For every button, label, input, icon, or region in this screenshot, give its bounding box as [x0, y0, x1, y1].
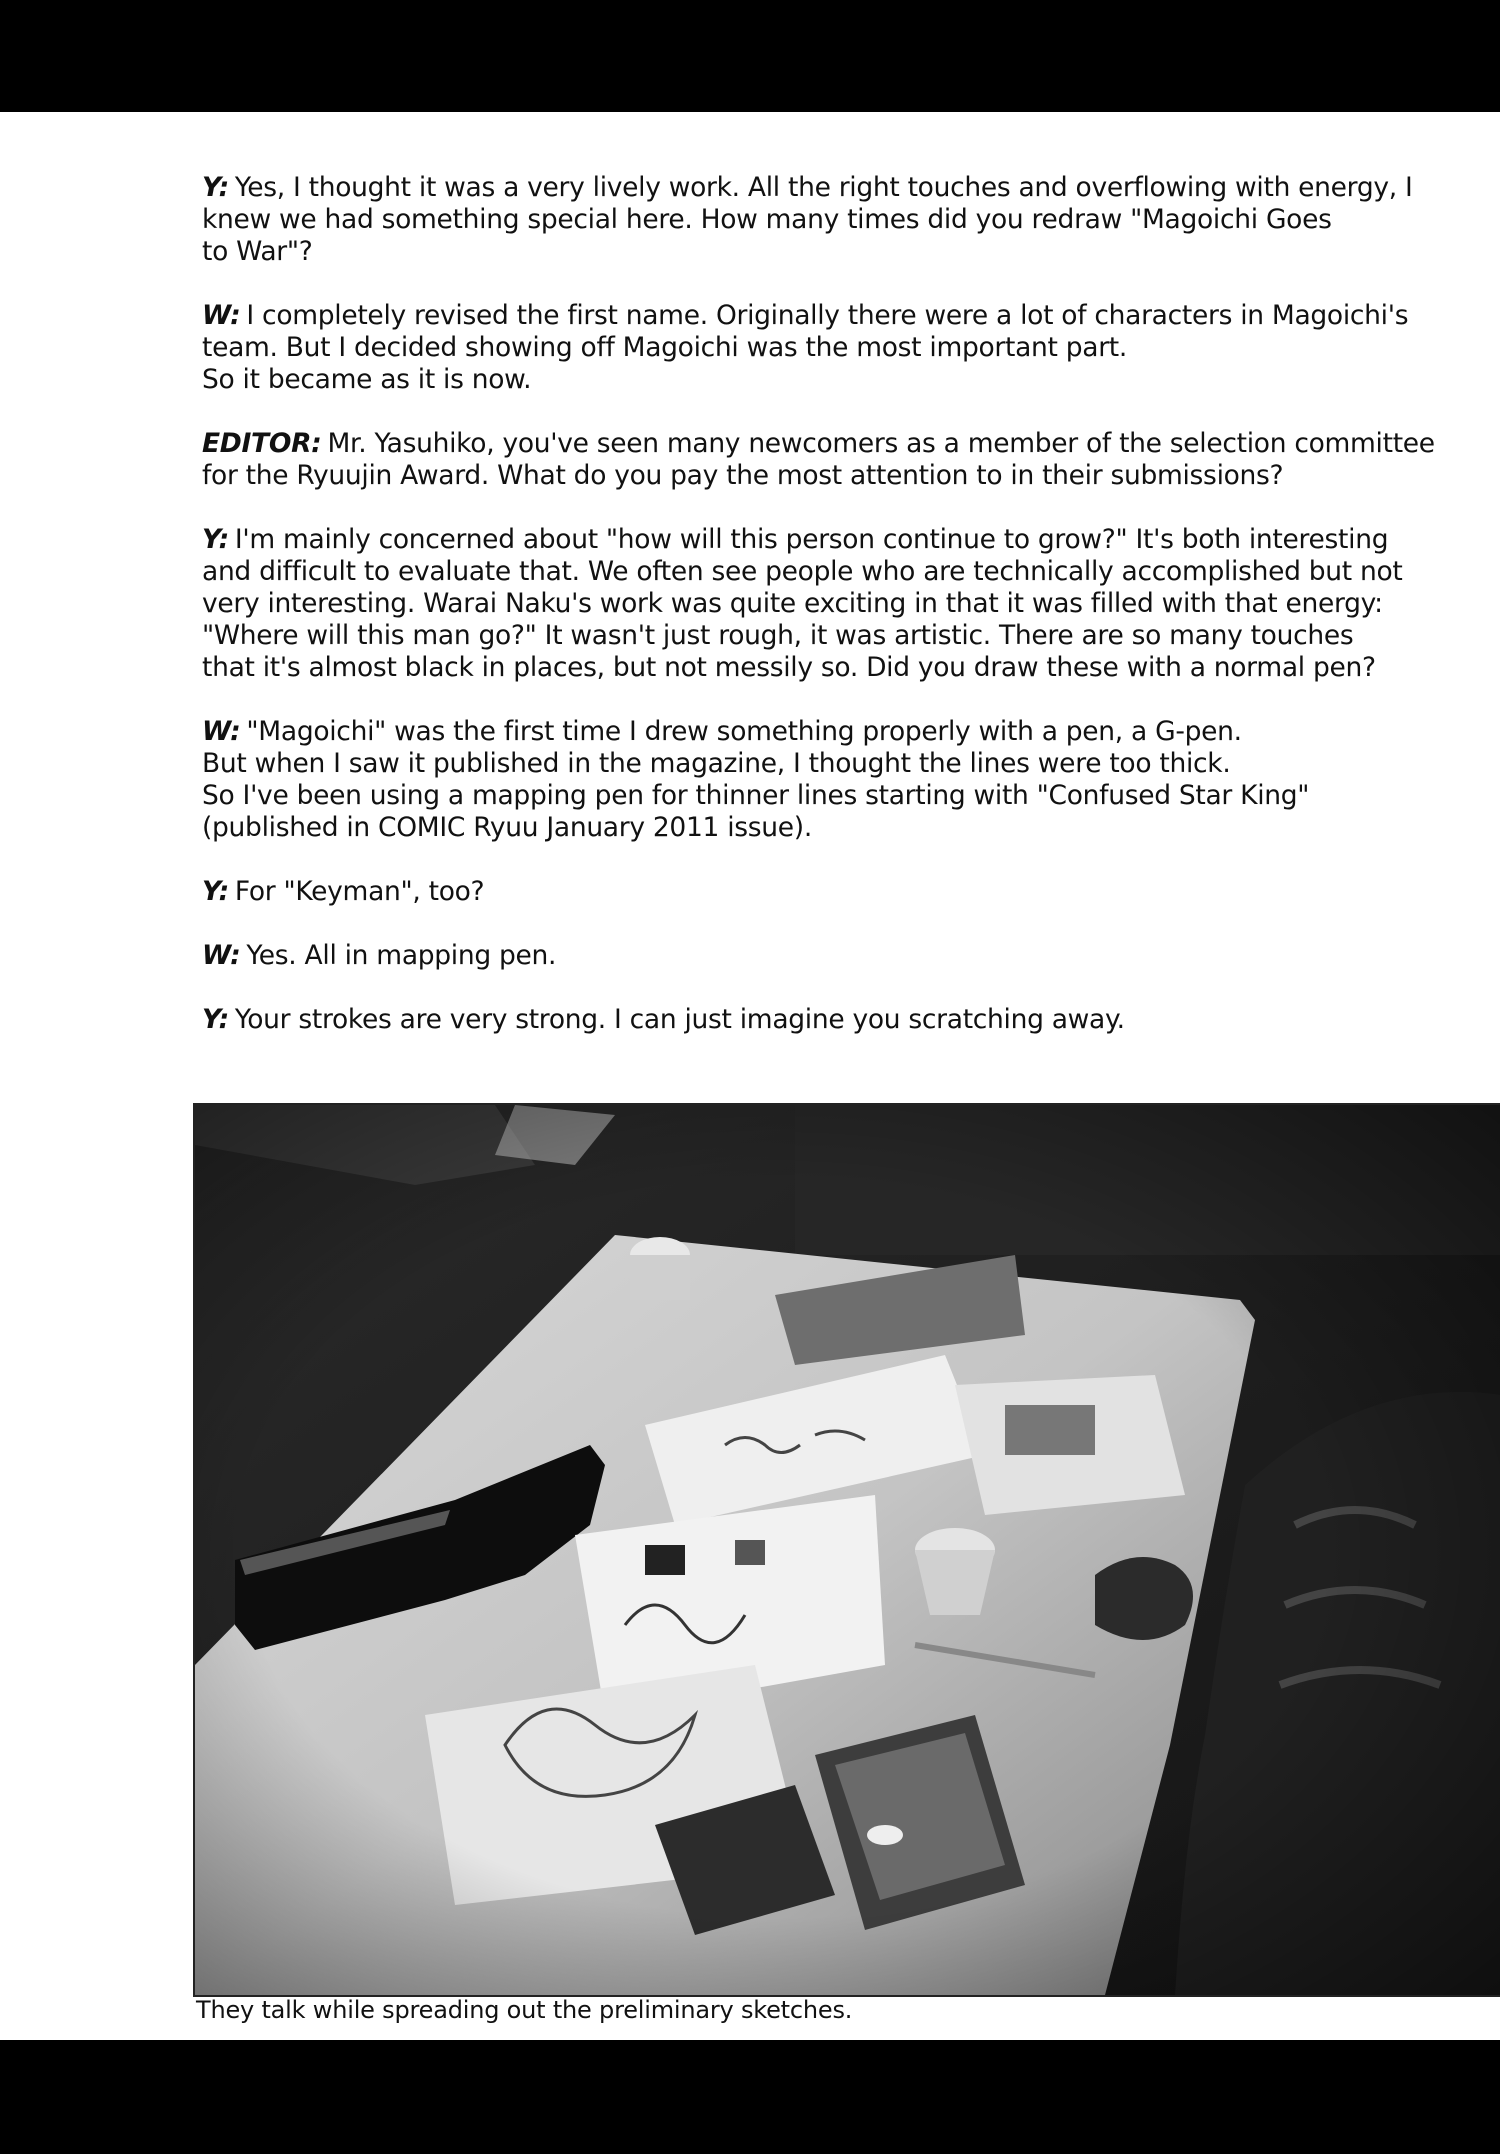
exchange-8 — [202, 1004, 1382, 1036]
line-text: and difficult to evaluate that. We often see people who are technically accomplished but not — [202, 556, 1403, 587]
exchange-4 — [202, 524, 1403, 684]
exchange-3 — [202, 428, 1435, 492]
line-text: Yes. All in mapping pen. — [246, 940, 557, 971]
exchange-7 — [202, 940, 1382, 972]
speaker-label: Y: — [202, 524, 229, 555]
speaker-label: Y: — [202, 1004, 229, 1035]
line-text: "Magoichi" was the first time I drew something properly with a pen, a G-pen. — [246, 716, 1242, 747]
line-text: "Where will this man go?" It wasn't just rough, it was artistic. There are so many touches — [202, 620, 1354, 651]
line-text: (published in COMIC Ryuu January 2011 issue). — [202, 812, 812, 843]
exchange-line — [202, 1004, 1382, 1036]
photo-illustration — [195, 1105, 1500, 1995]
exchange-line — [202, 876, 1382, 908]
exchange-line — [202, 172, 1413, 204]
speaker-label: W: — [202, 300, 241, 331]
speaker-label: W: — [202, 940, 241, 971]
exchange-line — [202, 428, 1435, 460]
exchange-line — [202, 940, 1382, 972]
exchange-line — [202, 524, 1389, 556]
line-text: that it's almost black in places, but not messily so. Did you draw these with a normal pen? — [202, 652, 1376, 683]
line-text: to War"? — [202, 236, 313, 267]
line-text: But when I saw it published in the magazine, I thought the lines were too thick. — [202, 748, 1231, 779]
line-text: So it became as it is now. — [202, 364, 532, 395]
speaker-label: EDITOR: — [202, 428, 322, 459]
line-text: So I've been using a mapping pen for thinner lines starting with "Confused Star King" — [202, 780, 1310, 811]
exchange-2 — [202, 300, 1409, 396]
line-text: for the Ryuujin Award. What do you pay the most attention to in their submissions? — [202, 460, 1284, 491]
line-text: knew we had something special here. How many times did you redraw "Magoichi Goes — [202, 204, 1332, 235]
page — [0, 112, 1500, 2040]
line-text: Yes, I thought it was a very lively work. All the right touches and overflowing with energy, I — [234, 172, 1413, 203]
line-text: team. But I decided showing off Magoichi was the most important part. — [202, 332, 1128, 363]
photo-caption: They talk while spreading out the preliminary sketches. — [196, 1996, 853, 2024]
speaker-label: W: — [202, 716, 241, 747]
interview-text — [202, 172, 1435, 1068]
speaker-label: Y: — [202, 172, 229, 203]
bottom-black-bar — [0, 2040, 1500, 2154]
line-text: Your strokes are very strong. I can just imagine you scratching away. — [234, 1004, 1125, 1035]
exchange-6 — [202, 876, 1382, 908]
line-text: I completely revised the first name. Originally there were a lot of characters in Magoichi's — [246, 300, 1409, 331]
line-text: very interesting. Warai Naku's work was quite exciting in that it was filled with that energy: — [202, 588, 1383, 619]
line-text: Mr. Yasuhiko, you've seen many newcomers as a member of the selection committee — [327, 428, 1435, 459]
top-black-bar — [0, 0, 1500, 112]
photo-sketches-on-table — [193, 1103, 1500, 1997]
exchange-1 — [202, 172, 1413, 268]
line-text: I'm mainly concerned about "how will this person continue to grow?" It's both interesting — [234, 524, 1389, 555]
exchange-line — [202, 300, 1409, 332]
exchange-line — [202, 716, 1382, 748]
line-text: For "Keyman", too? — [234, 876, 485, 907]
exchange-5 — [202, 716, 1382, 844]
speaker-label: Y: — [202, 876, 229, 907]
